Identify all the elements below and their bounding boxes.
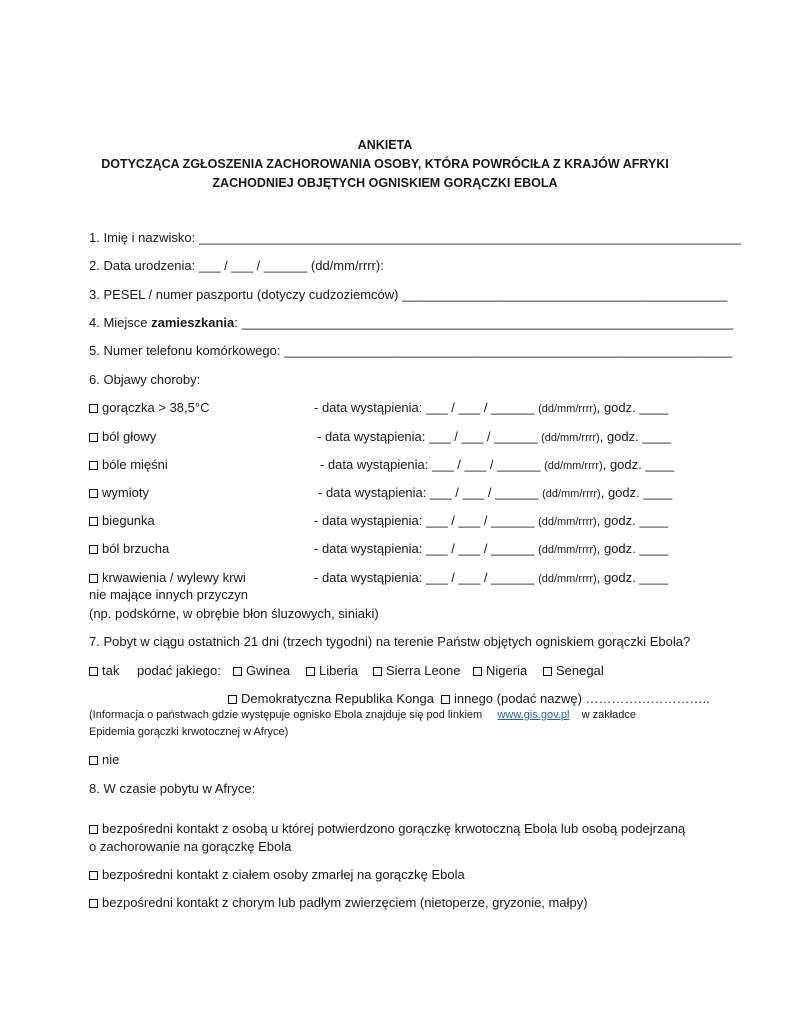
checkbox[interactable] <box>89 574 98 583</box>
country-other[interactable] <box>441 690 710 707</box>
country-liberia[interactable] <box>306 662 358 679</box>
symptom-date-fever[interactable] <box>314 399 668 418</box>
checkbox[interactable] <box>373 667 382 676</box>
q8-option-1-cont: o zachorowanie na gorączkę Ebola <box>89 839 292 854</box>
no-label: nie <box>102 752 120 767</box>
checkbox[interactable] <box>89 489 98 498</box>
option-label: bezpośredni kontakt z ciałem osoby zmarłej na gorączkę Ebola <box>102 867 465 882</box>
symptom-date-diarrhea[interactable] <box>314 512 668 531</box>
country-gwinea[interactable] <box>233 662 290 679</box>
phone-field[interactable]: 5. Numer telefonu komórkowego: ______________________________________________________________ <box>89 343 733 358</box>
q8-question: 8. W czasie pobytu w Afryce: <box>89 781 256 796</box>
time-blank: , godz. ____ <box>596 513 669 528</box>
symptom-label: ból brzucha <box>102 541 170 556</box>
date-blank: - data wystąpienia: ___ / ___ / ______ <box>314 400 535 415</box>
symptom-date-abdominal-pain[interactable] <box>314 540 668 559</box>
checkbox[interactable] <box>441 695 450 704</box>
symptom-date-bleeding[interactable] <box>314 569 668 588</box>
date-format: (dd/mm/rrrr) <box>541 432 600 444</box>
symptom-fever[interactable] <box>89 399 209 416</box>
checkbox[interactable] <box>89 404 98 413</box>
info-note-line-1 <box>89 707 636 724</box>
bleeding-note-2: (np. podskórne, w obrębie błon śluzowych, siniaki) <box>89 606 379 621</box>
symptom-date-muscle-pain[interactable] <box>320 456 674 475</box>
checkbox[interactable] <box>233 667 242 676</box>
symptom-diarrhea[interactable] <box>89 512 155 529</box>
date-format: (dd/mm/rrrr) <box>538 403 597 415</box>
title-line-3: ZACHODNIEJ OBJĘTYCH OGNISKIEM GORĄCZKI EBOLA <box>212 176 558 190</box>
info-note-line-2: Epidemia gorączki krwotocznej w Afryce) <box>89 726 289 738</box>
date-format: (dd/mm/rrrr) <box>544 460 603 472</box>
date-format: (dd/mm/rrrr) <box>542 488 601 500</box>
time-blank: , godz. ____ <box>596 570 669 585</box>
symptoms-heading: 6. Objawy choroby: <box>89 372 201 387</box>
time-blank: , godz. ____ <box>599 429 672 444</box>
option-label: bezpośredni kontakt z chorym lub padłym zwierzęciem (nietoperze, gryzonie, małpy) <box>102 895 588 910</box>
country-label: Gwinea <box>246 663 291 678</box>
q7-question: 7. Pobyt w ciągu ostatnich 21 dni (trzech tygodni) na terenie Państw objętych ogniskiem gorączki Ebola? <box>89 634 691 649</box>
symptom-bleeding[interactable] <box>89 569 246 586</box>
checkbox[interactable] <box>306 667 315 676</box>
date-blank: - data wystąpienia: ___ / ___ / ______ <box>314 570 535 585</box>
symptom-label: gorączka > 38,5°C <box>102 400 210 415</box>
symptom-muscle-pain[interactable] <box>89 456 168 473</box>
country-label: Sierra Leone <box>386 663 461 678</box>
option-label: bezpośredni kontakt z osobą u której potwierdzono gorączkę krwotoczną Ebola lub osobą podejrzaną <box>102 821 686 836</box>
form-title <box>0 136 770 193</box>
checkbox[interactable] <box>89 899 98 908</box>
symptom-vomiting[interactable] <box>89 484 149 501</box>
date-blank: - data wystąpienia: ___ / ___ / ______ <box>314 513 535 528</box>
symptom-date-vomiting[interactable] <box>318 484 672 503</box>
symptom-label: biegunka <box>102 513 155 528</box>
info-suffix: w zakładce <box>581 709 637 721</box>
time-blank: , godz. ____ <box>600 485 673 500</box>
yes-label: tak <box>102 663 120 678</box>
checkbox[interactable] <box>89 871 98 880</box>
country-drc[interactable] <box>228 690 434 707</box>
bleeding-note-1: nie mające innych przyczyn <box>89 587 248 602</box>
q8-option-3[interactable] <box>89 894 588 911</box>
symptom-label: ból głowy <box>102 429 157 444</box>
date-blank: - data wystąpienia: ___ / ___ / ______ <box>320 457 541 472</box>
residence-field[interactable] <box>89 314 733 331</box>
info-prefix: (Informacja o państwach gdzie występuje ognisko Ebola znajduje się pod linkiem <box>89 709 483 721</box>
symptom-label: krwawienia / wylewy krwi <box>102 570 246 585</box>
checkbox[interactable] <box>89 517 98 526</box>
country-label: Demokratyczna Republika Konga <box>241 691 434 706</box>
birth-date-field[interactable]: 2. Data urodzenia: ___ / ___ / ______ (dd/mm/rrrr): <box>89 258 384 273</box>
pesel-field[interactable]: 3. PESEL / numer paszportu (dotyczy cudzoziemców) _____________________________________________ <box>89 287 728 302</box>
symptom-headache[interactable] <box>89 428 156 445</box>
country-label: Senegal <box>556 663 604 678</box>
date-blank: - data wystąpienia: ___ / ___ / ______ <box>318 485 539 500</box>
q8-option-2[interactable] <box>89 866 465 883</box>
country-senegal[interactable] <box>543 662 604 679</box>
q8-option-1[interactable] <box>89 820 685 837</box>
symptom-date-headache[interactable] <box>317 428 671 447</box>
title-line-2: DOTYCZĄCA ZGŁOSZENIA ZACHOROWANIA OSOBY, KTÓRA POWRÓCIŁA Z KRAJÓW AFRYKI <box>101 157 669 171</box>
time-blank: , godz. ____ <box>602 457 675 472</box>
residence-suffix: : ____________________________________________________________________ <box>234 315 734 330</box>
date-blank: - data wystąpienia: ___ / ___ / ______ <box>317 429 538 444</box>
checkbox[interactable] <box>473 667 482 676</box>
checkbox[interactable] <box>89 461 98 470</box>
date-format: (dd/mm/rrrr) <box>538 573 597 585</box>
q7-yes-option[interactable] <box>89 662 119 679</box>
symptom-abdominal-pain[interactable] <box>89 540 169 557</box>
country-nigeria[interactable] <box>473 662 527 679</box>
country-label: Nigeria <box>486 663 528 678</box>
checkbox[interactable] <box>228 695 237 704</box>
residence-prefix: 4. Miejsce <box>89 315 152 330</box>
date-format: (dd/mm/rrrr) <box>538 544 597 556</box>
country-label: Liberia <box>319 663 359 678</box>
country-sierra-leone[interactable] <box>373 662 460 679</box>
q7-no-option[interactable] <box>89 751 119 768</box>
name-field[interactable]: 1. Imię i nazwisko: ___________________________________________________________________________ <box>89 230 742 245</box>
checkbox[interactable] <box>89 667 98 676</box>
symptom-label: bóle mięśni <box>102 457 168 472</box>
country-label: innego (podać nazwę) ……………………….. <box>454 691 710 706</box>
checkbox[interactable] <box>89 825 98 834</box>
title-line-1: ANKIETA <box>357 138 413 152</box>
time-blank: , godz. ____ <box>596 541 669 556</box>
residence-bold: zamieszkania <box>151 315 235 330</box>
date-blank: - data wystąpienia: ___ / ___ / ______ <box>314 541 535 556</box>
gis-link[interactable]: www.gis.gov.pl <box>497 709 570 721</box>
q7-specify-label: podać jakiego: <box>137 663 221 678</box>
symptom-label: wymioty <box>102 485 149 500</box>
checkbox[interactable] <box>89 433 98 442</box>
checkbox[interactable] <box>543 667 552 676</box>
date-format: (dd/mm/rrrr) <box>538 516 597 528</box>
checkbox[interactable] <box>89 545 98 554</box>
checkbox[interactable] <box>89 756 98 765</box>
time-blank: , godz. ____ <box>596 400 669 415</box>
